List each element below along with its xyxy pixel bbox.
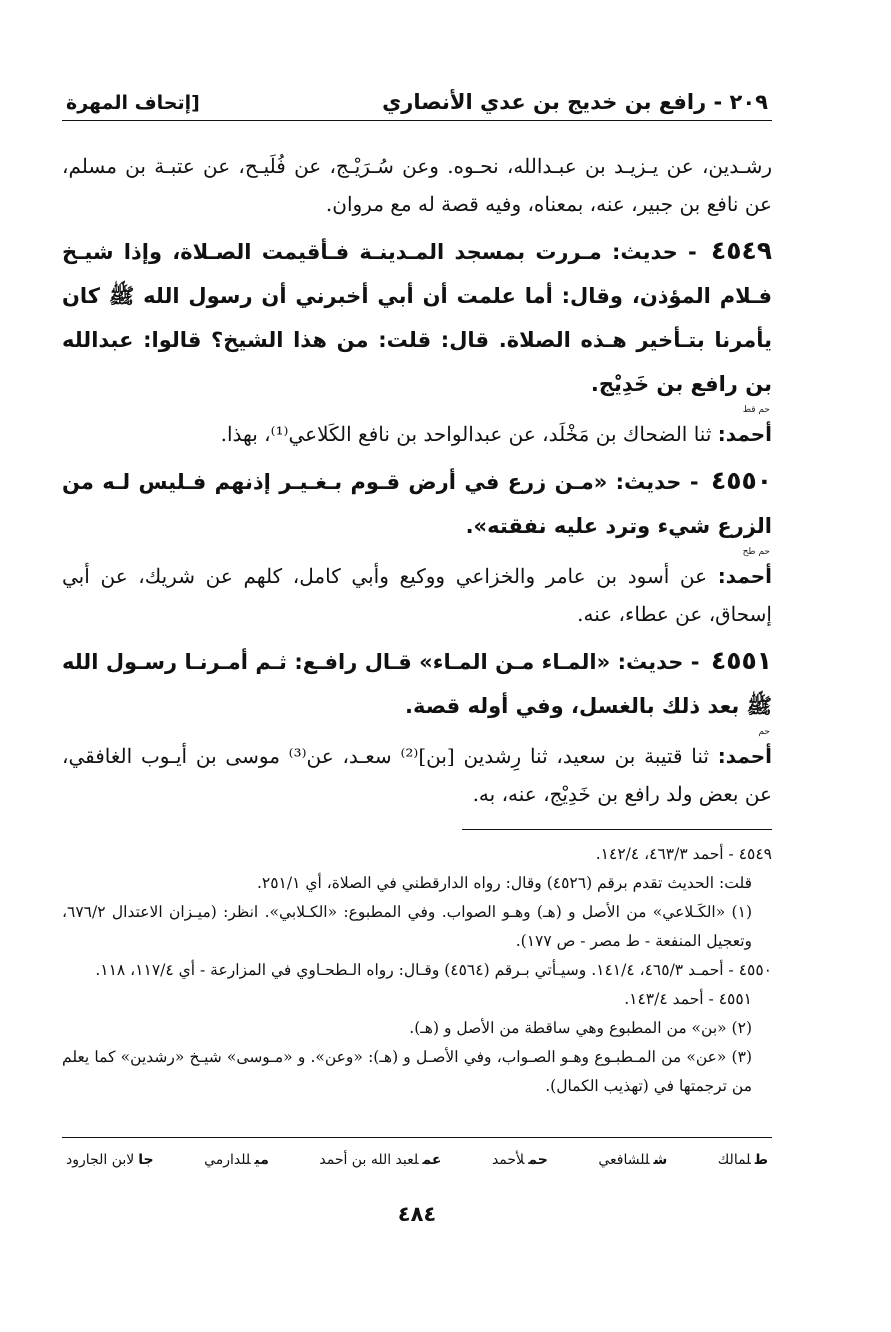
source-line [62,557,772,633]
source-label: أحمد: [717,744,773,768]
hadith-number: ٤٥٥٠ [710,466,772,495]
hadith-text [62,229,772,406]
hadith-body: - حديث: «المـاء مـن المـاء» قـال رافـع: ثـم أمـرنـا رسـول الله ﷺ بعد ذلك بالغسل، وفي أوله قصة. [62,650,772,718]
source-marker: حم طح [742,547,770,557]
hadith-entry [62,459,772,633]
legend-name: لمالك [717,1152,751,1168]
footnote: (٢) «بن» من المطبوع وهي ساقطة من الأصل و (هـ). [409,1019,752,1037]
legend-abbr: عم [422,1152,442,1168]
legend-item [319,1152,441,1168]
source-marker: حم قط [742,405,770,415]
legend-name: للدارمي [204,1152,251,1168]
legend-abbr: ط [754,1152,768,1168]
footnotes [62,840,772,1101]
hadith-body: - حديث: مـررت بمسجد المـدينـة فـأقيمت الصـلاة، وإذا شيـخ فـلام المؤذن، وقال: أما علمت أن أبي أخبرني أن رسول الله ﷺ كان يأمرنا بتـأخير هـذه الصلاة. قال: قلت: من هذا الشيخ؟ قالوا: عبدالله بن رافع بن خَدِيْج. [62,240,772,396]
source-chain: ثنا قتيبة بن سعيد، ثنا رِشدين [بن]⁽²⁾ سعـد، عن⁽³⁾ موسى بن أيـوب الغافقي، عن بعض ولد رافع بن خَدِيْج، عنه، به. [62,744,772,806]
footnote: ٤٥٥٠ - أحمـد ٤٦٥/٣، ١٤١/٤. وسيـأتي بـرقم (٤٥٦٤) وقـال: رواه الـطحـاوي في المزارعة - أي ١١٧/٤، ١١٨. [95,961,772,979]
legend-item [598,1152,667,1168]
chapter-title: ٢٠٩ - رافع بن خديج بن عدي الأنصاري [382,90,768,114]
source-label: أحمد: [717,564,772,588]
legend-item [492,1152,548,1168]
hadith-body: - حديث: «مـن زرع في أرض قـوم بـغـيـر إذنهم فـليس لـه من الزرع شيء وترد عليه نفقته». [62,470,772,538]
source-label: أحمد: [717,422,772,446]
legend-name: لأحمد [491,1152,525,1168]
footnote-divider [462,829,772,830]
page-number: ٤٨٤ [397,1202,437,1226]
footnote: (١) «الكَـلاعي» من الأصل و (هـ) وهـو الصواب. وفي المطبوع: «الكـلابي». انظر: (ميـزان الاعتدال ٦٧٦/٢، وتعجيل المنفعة - ط مصر - ص ١٧٧). [62,903,752,950]
hadith-number: ٤٥٤٩ [710,236,772,265]
legend-abbr: حم [528,1152,548,1168]
legend-abbr: ش [653,1152,668,1168]
source-line [62,415,772,453]
hadith-entry [62,229,772,453]
running-header [62,72,772,121]
legend-divider [62,1137,772,1138]
hadith-entry [62,639,772,813]
hadith-number: ٤٥٥١ [710,646,772,675]
source-chain: ثنا الضحاك بن مَخْلَد، عن عبدالواحد بن نافع الكَلاعي⁽¹⁾، بهذا. [220,422,712,446]
footnote: ٤٥٤٩ - أحمد ٤٦٣/٣، ١٤٢/٤. [595,845,772,863]
footnote: ٤٥٥١ - أحمد ١٤٣/٤. [624,990,752,1008]
source-marker: حم [758,727,770,737]
source-line [62,737,772,813]
legend-item [66,1152,154,1168]
hadith-text [62,639,772,728]
book-page [62,72,772,1226]
footnote: (٣) «عن» من المـطبـوع وهـو الصـواب، وفي الأصـل و (هـ): «وعن». و «مـوسى» شيـخ «رشدين» كما يعلم من ترجمتها في (تهذيب الكمال). [62,1048,752,1095]
footnote: قلت: الحديث تقدم برقم (٤٥٢٦) وقال: رواه الدارقطني في الصلاة، أي ٢٥١/١. [256,874,752,892]
hadith-text [62,459,772,548]
legend-name: لعبد الله بن أحمد [319,1152,419,1168]
book-title: [إتحاف المهرة [66,92,200,114]
continuation-paragraph: رشـدين، عن يـزيـد بن عبـدالله، نحـوه. وعن سُـرَيْـج، عن فُلَيـح، عن عتبـة بن مسلم، عن نافع بن جبير، عنه، بمعناه، وفيه قصة له مع مروان. [62,154,772,216]
main-text [62,147,772,1101]
legend-item [718,1152,768,1168]
legend-abbr: مي [254,1152,269,1168]
abbreviation-legend [62,1152,772,1168]
source-chain: عن أسود بن عامر والخزاعي ووكيع وأبي كامل، كلهم عن شريك، عن أبي إسحاق، عن عطاء، عنه. [62,564,772,626]
legend-name: لابن الجارود [66,1152,135,1168]
legend-name: للشافعي [598,1152,650,1168]
legend-item [204,1152,269,1168]
legend-abbr: جا [138,1152,154,1168]
